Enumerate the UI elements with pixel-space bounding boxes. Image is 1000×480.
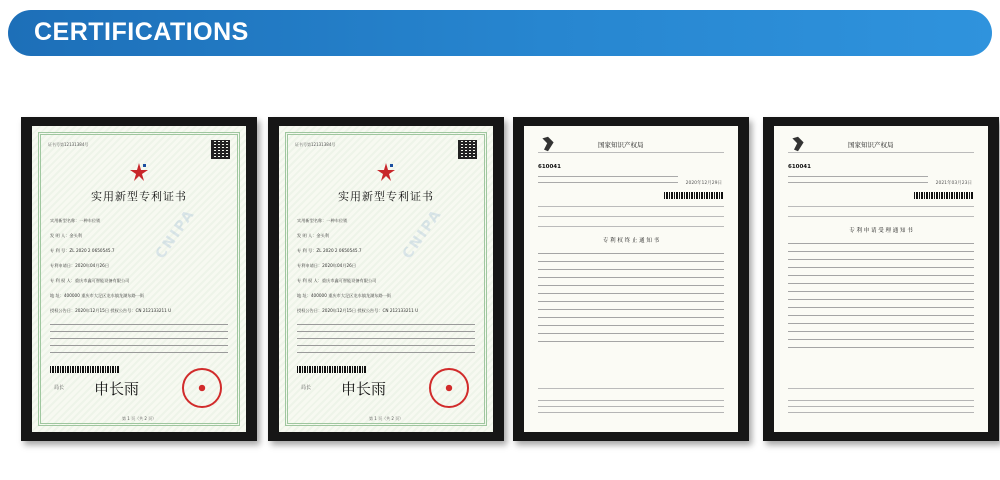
notice-body-text (788, 238, 974, 348)
cnipa-watermark: CNIPA (152, 206, 199, 262)
agency-name: 国家知识产权局 (598, 141, 644, 149)
certificate-body-text (50, 319, 228, 359)
table-rule (538, 206, 724, 207)
signature-label: 局长 (301, 385, 312, 391)
agency-logo-icon (790, 136, 806, 152)
field-patent-number: 专 利 号：ZL 2020 2 0650545.7 (50, 248, 115, 253)
cnipa-watermark: CNIPA (399, 206, 446, 262)
cnipa-logo-icon (129, 162, 149, 182)
address-block (788, 172, 928, 184)
field-patentee: 专 利 权 人：重庆市鑫可智能设备有限公司 (50, 278, 130, 283)
page-footer: 第 1 页（共 2 页） (369, 416, 404, 421)
table-rule (538, 226, 724, 227)
notice-footer-text (538, 396, 724, 416)
table-rule (788, 206, 974, 207)
cnipa-logo-icon (376, 162, 396, 182)
header-rule (538, 152, 724, 153)
notice-title: 专 利 申 请 受 理 通 知 书 (849, 228, 913, 234)
certificate-frame-1[interactable] (21, 117, 257, 441)
official-seal (429, 368, 469, 408)
address-block (538, 172, 678, 184)
director-signature: 申长雨 (341, 380, 387, 398)
qr-code-icon (458, 140, 477, 159)
agency-logo-icon (540, 136, 556, 152)
table-rule (788, 216, 974, 217)
field-filing-date: 专利申请日：2020年04月26日 (50, 263, 110, 268)
field-address: 地 址：400000 重庆市大足区龙水镇龙湖东路一街 (297, 293, 392, 298)
director-signature: 申长雨 (94, 380, 140, 398)
table-rule (538, 216, 724, 217)
field-inventor: 发 明 人：金头利 (50, 233, 82, 238)
signature-label: 局长 (54, 385, 65, 391)
notice-frame-1[interactable] (513, 117, 749, 441)
official-seal (182, 368, 222, 408)
certificate-title: 实用新型专利证书 (338, 190, 434, 203)
header-rule (788, 152, 974, 153)
certificate-title: 实用新型专利证书 (91, 190, 187, 203)
footer-rule (788, 388, 974, 389)
field-name: 实用新型名称：一种车位锁 (50, 218, 101, 223)
certificate-paper (32, 126, 246, 432)
barcode (297, 366, 367, 373)
field-patentee: 专 利 权 人：重庆市鑫可智能设备有限公司 (297, 278, 377, 283)
notice-footer-text (788, 396, 974, 416)
notice-paper (774, 126, 988, 432)
notice-title: 专 利 权 终 止 通 知 书 (602, 238, 660, 244)
barcode (664, 192, 724, 199)
notice-frame-2[interactable] (763, 117, 999, 441)
notice-code: 610041 (538, 164, 561, 170)
qr-code-icon (211, 140, 230, 159)
certificate-paper (279, 126, 493, 432)
field-patent-number: 专 利 号：ZL 2020 2 0650545.7 (297, 248, 362, 253)
field-grant-date: 授权公告日：2020年12月15日 授权公告号：CN 212133211 U (50, 308, 172, 313)
barcode (50, 366, 120, 373)
certificate-frame-2[interactable] (268, 117, 504, 441)
page-footer: 第 1 页（共 2 页） (122, 416, 157, 421)
certificate-serial: 证书号第12131384号 (48, 142, 89, 147)
notice-date: 2020年12月29日 (685, 181, 722, 186)
certifications-banner (8, 10, 992, 56)
field-filing-date: 专利申请日：2020年04月26日 (297, 263, 357, 268)
field-grant-date: 授权公告日：2020年12月15日 授权公告号：CN 212133211 U (297, 308, 419, 313)
footer-rule (538, 388, 724, 389)
agency-name: 国家知识产权局 (848, 141, 894, 149)
field-name: 实用新型名称：一种车位锁 (297, 218, 348, 223)
barcode (914, 192, 974, 199)
notice-paper (524, 126, 738, 432)
banner-title: CERTIFICATIONS (34, 18, 249, 46)
notice-code: 610041 (788, 164, 811, 170)
notice-body-text (538, 248, 724, 348)
certificate-serial: 证书号第12131384号 (295, 142, 336, 147)
notice-date: 2021年03月23日 (935, 181, 972, 186)
certificate-body-text (297, 319, 475, 359)
field-address: 地 址：400000 重庆市大足区龙水镇龙湖东路一街 (50, 293, 145, 298)
field-inventor: 发 明 人：金头利 (297, 233, 329, 238)
